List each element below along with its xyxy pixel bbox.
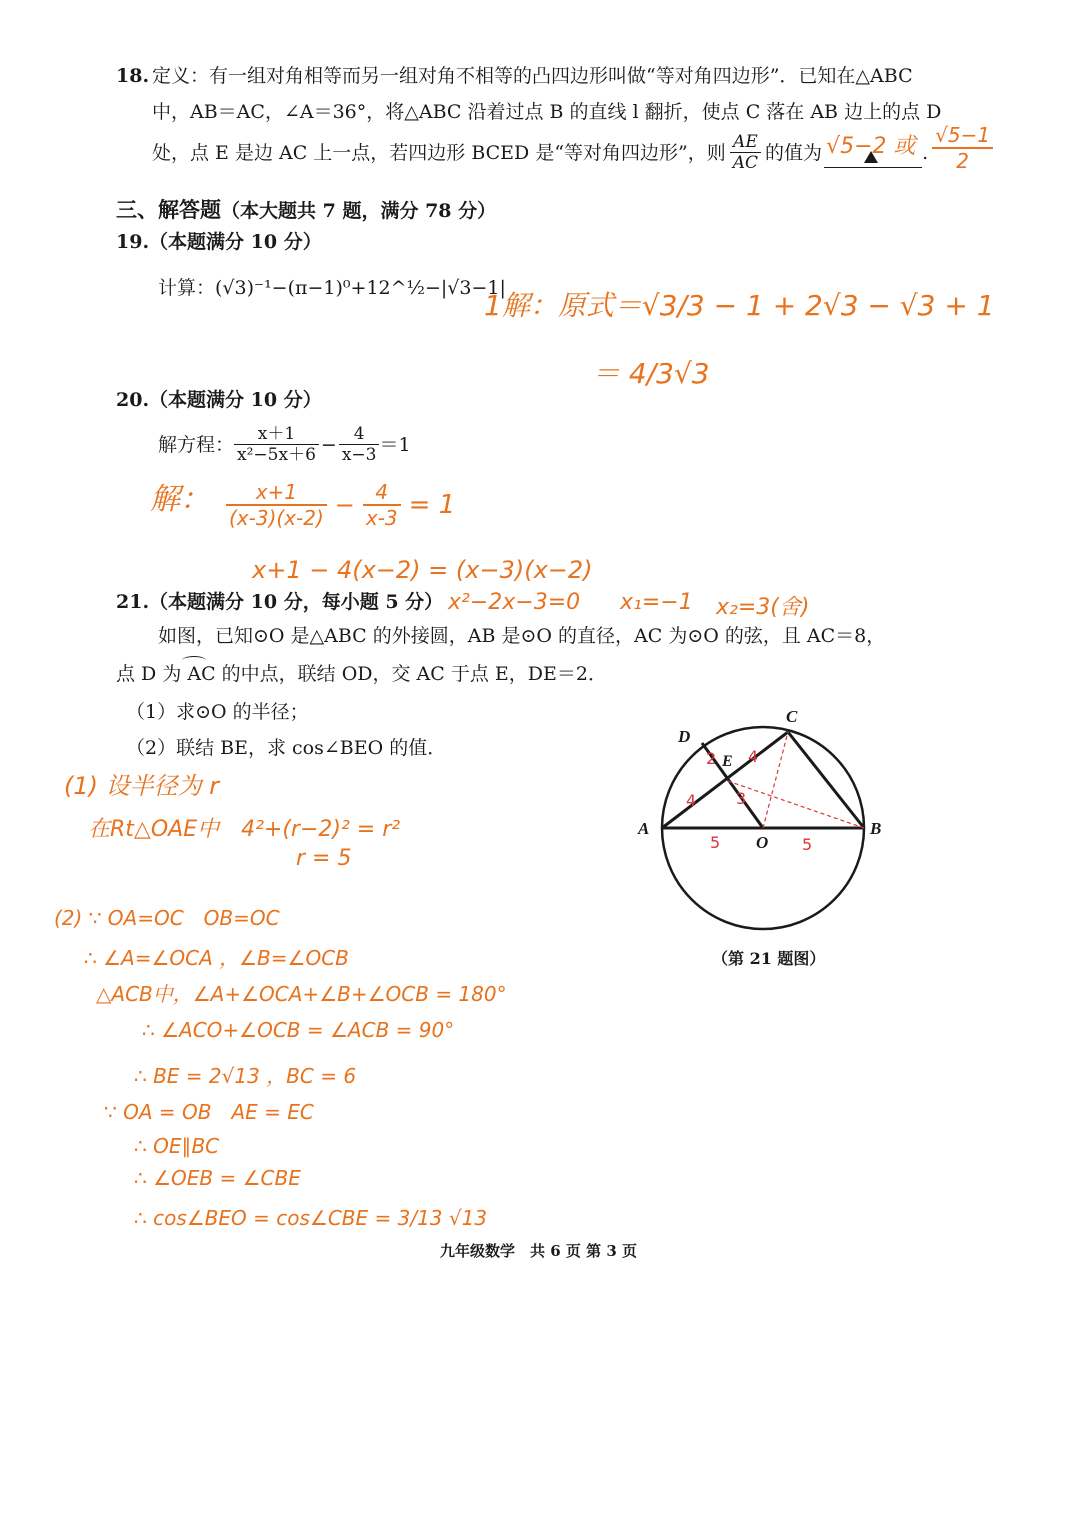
q20-fraction1-num: x＋1 <box>234 424 319 445</box>
section3-header <box>116 194 496 224</box>
q21-header: 21.（本题满分 10 分，每小题 5 分） <box>116 591 444 613</box>
q20-hw-label: 解： <box>150 482 210 517</box>
q21-hw-p2-line: ∵ OA = OB AE = EC <box>104 1100 314 1124</box>
q20-prompt: 解方程： <box>158 433 235 456</box>
page-footer: 九年级数学 共 6 页 第 3 页 <box>440 1242 637 1260</box>
mark-eo: 3 <box>736 789 747 808</box>
q18-line3-value-label: 的值为 <box>765 141 823 164</box>
q20-hw-root1: x₁=−1 <box>620 590 693 615</box>
section3-title: 三、解答题 <box>116 197 221 222</box>
q19-hw-line1: 1解：原式＝√3/3 − 1 + 2√3 − √3 + 1 <box>484 289 995 322</box>
q21-sub1: （1）求⊙O 的半径； <box>126 701 309 723</box>
q20-hw-line1 <box>226 480 455 530</box>
label-b: B <box>870 819 882 838</box>
q18-period: . <box>922 141 929 164</box>
q20-rhs: ＝1 <box>379 433 411 456</box>
q19-prompt: 计算： <box>158 277 216 299</box>
q18-number: 18. <box>116 65 150 87</box>
q21-hw-p2-line: △ACB中，∠A+∠OCA+∠B+∠OCB = 180° <box>96 982 507 1006</box>
q20-hw-minus: − <box>334 491 355 519</box>
q20-hw-root2: x₂=3(舍) <box>716 595 810 620</box>
q18-line1: 定义：有一组对角相等而另一组对角不相等的凸四边形叫做“等对角四边形”．已知在△ABC <box>152 65 913 87</box>
q18-triangle-mark <box>864 151 878 163</box>
q20-hw-fraction1 <box>226 480 327 530</box>
q20-hw-fraction2-num: 4 <box>363 480 401 506</box>
q18-line3-text: 处，点 E 是边 AC 上一点，若四边形 BCED 是“等对角四边形”，则 <box>152 141 726 164</box>
q18-answer-b <box>932 123 993 173</box>
label-d: D <box>678 727 691 746</box>
q21-hw-p2-line: ∴ ∠A=∠OCA ，∠B=∠OCB <box>84 946 349 970</box>
mark-ec: 4 <box>748 747 759 766</box>
q21-hw-p2-line: ∴ OE∥BC <box>134 1134 220 1158</box>
q21-hw-p1b: 在Rt△OAE中 4²+(r−2)² = r² <box>88 817 401 842</box>
q19-problem <box>158 276 506 300</box>
q20-minus: − <box>320 433 337 456</box>
q21-body1: 如图，已知⊙O 是△ABC 的外接圆，AB 是⊙O 的直径，AC 为⊙O 的弦，且 AC＝8， <box>158 625 886 647</box>
q20-equation <box>158 424 411 465</box>
q21-figure-caption: （第 21 题图） <box>712 949 826 968</box>
q21-body2: 点 D 为 AC 的中点，联结 OD，交 AC 于点 E，DE＝2． <box>116 663 607 685</box>
label-a: A <box>638 819 650 838</box>
q20-hw-equals: = 1 <box>408 490 456 520</box>
q21-hw-p2-line: (2) ∵ OA=OC OB=OC <box>54 906 280 930</box>
q18-answer-b-num: √5−1 <box>932 123 993 149</box>
q18-fraction-num: AE <box>730 132 761 153</box>
q21-hw-p1c: r = 5 <box>296 846 352 871</box>
q20-hw-line2: x+1 − 4(x−2) = (x−3)(x−2) <box>252 556 593 584</box>
q21-hw-p1a: (1) 设半径为 r <box>64 772 220 800</box>
q19-header: 19.（本题满分 10 分） <box>116 231 322 253</box>
mark-de: 2 <box>706 749 717 768</box>
q21-hw-p2-line: ∴ BE = 2√13 ，BC = 6 <box>134 1064 357 1088</box>
q20-hw-line3: x²−2x−3=0 <box>448 590 581 615</box>
q20-hw-fraction2-den: x-3 <box>365 506 398 530</box>
q20-fraction2 <box>339 424 380 465</box>
q18-answer-b-den: 2 <box>956 148 969 173</box>
mark-ae: 4 <box>686 791 697 810</box>
q18-answer-blank <box>824 134 922 168</box>
q20-fraction2-den: x−3 <box>341 445 377 465</box>
q21-hw-p2-line: ∴ ∠OEB = ∠CBE <box>134 1166 301 1190</box>
arc-mark <box>182 656 206 665</box>
mark-ob: 5 <box>802 835 813 854</box>
q20-fraction2-num: 4 <box>339 424 380 445</box>
q20-hw-fraction1-den: (x-3)(x-2) <box>229 506 324 530</box>
q21-figure <box>632 700 892 960</box>
q21-hw-p2-line: ∴ cos∠BEO = cos∠CBE = 3/13 √13 <box>134 1206 488 1230</box>
q18-line2: 中，AB＝AC，∠A＝36°，将△ABC 沿着过点 B 的直线 l 翻折，使点 C 落在 AB 边上的点 D <box>152 101 942 123</box>
q19-expression: (√3)⁻¹−(π−1)⁰+12^½−|√3−1| <box>215 277 506 299</box>
label-o: O <box>756 833 769 852</box>
q20-fraction1 <box>234 424 319 465</box>
label-c: C <box>786 707 798 726</box>
q19-hw-line2: ＝ 4/3√3 <box>592 357 710 390</box>
label-e: E <box>722 753 733 770</box>
q18-line3 <box>152 122 993 173</box>
q18-fraction-den: AC <box>732 153 759 173</box>
section3-note: （本大题共 7 题，满分 78 分） <box>221 200 497 222</box>
q20-header: 20.（本题满分 10 分） <box>116 389 322 411</box>
q21-sub2: （2）联结 BE，求 cos∠BEO 的值． <box>126 737 447 759</box>
q18-fraction <box>730 132 761 173</box>
q21-hw-p2-line: ∴ ∠ACO+∠OCB = ∠ACB = 90° <box>142 1018 455 1042</box>
q20-fraction1-den: x²−5x＋6 <box>237 445 316 465</box>
q20-hw-fraction2 <box>363 480 401 530</box>
q18-answer-a: √5−2 或 <box>826 134 916 159</box>
mark-ao: 5 <box>710 833 721 852</box>
q20-hw-fraction1-num: x+1 <box>226 480 327 506</box>
